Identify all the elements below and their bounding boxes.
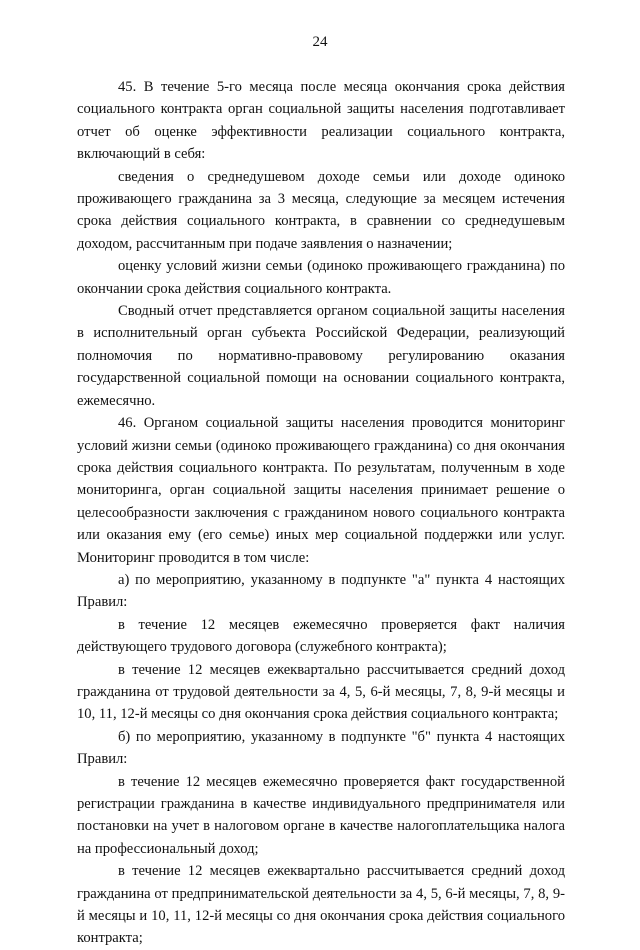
paragraph-b-registration-check: в течение 12 месяцев ежемесячно проверяется факт государственной регистрации гражданина в качестве индивидуального предпринимателя или постановки на учет в налоговом органе в качестве налогоплательщика налога на профессиональный доход; <box>77 773 565 857</box>
paragraph-item-b: б) по мероприятию, указанному в подпункте "б" пункта 4 настоящих Правил: <box>77 728 565 768</box>
paragraph-living-conditions: оценку условий жизни семьи (одиноко проживающего гражданина) по окончании срока действия социального контракта. <box>77 258 565 297</box>
paragraph-45-intro: 45. В течение 5-го месяца после месяца окончания срока действия социального контракта орган социальной защиты населения подготавливает отчет об оценке эффективности реализации социального контракта, включающий в себя: <box>77 79 565 163</box>
paragraph-46-monitoring: 46. Органом социальной защиты населения проводится мониторинг условий жизни семьи (одиноко проживающего гражданина) со дня окончания срока действия социального контракта. По результатам, полученным в ходе мониторинга, орган социальной защиты населения принимает решение о целесообразности заключения с гражданином нового социального контракта или оказания ему (его семье) иных мер социальной поддержки или услуг. Мониторинг проводится в том числе: <box>77 415 565 566</box>
paragraph-item-a: а) по мероприятию, указанному в подпункте "а" пункта 4 настоящих Правил: <box>77 571 565 611</box>
paragraph-summary-report: Сводный отчет представляется органом социальной защиты населения в исполнительный орган субъекта Российской Федерации, реализующий полномочия по нормативно-правовому регулированию оказания государственной социальной помощи на основании социального контракта, ежемесячно. <box>77 303 565 409</box>
paragraph-a-employment-check: в течение 12 месяцев ежемесячно проверяется факт наличия действующего трудового договора (служебного контракта); <box>77 616 565 656</box>
page-number: 24 <box>312 34 328 50</box>
paragraph-a-income-calc: в течение 12 месяцев ежеквартально рассчитывается средний доход гражданина от трудовой деятельности за 4, 5, 6-й месяцы, 7, 8, 9-й месяцы и 10, 11, 12-й месяцы со дня окончания срока действия социального контракта; <box>77 661 565 723</box>
paragraph-income-info: сведения о среднедушевом доходе семьи или доходе одиноко проживающего гражданина за 3 месяца, следующие за месяцем истечения срока действия социального контракта, в сравнении со среднедушевым доходом, рассчитанным при подаче заявления о назначении; <box>77 168 565 252</box>
document-body <box>77 76 565 950</box>
paragraph-b-income-calc: в течение 12 месяцев ежеквартально рассчитывается средний доход гражданина от предпринимательской деятельности за 4, 5, 6-й месяцы, 7, 8, 9-й месяцы и 10, 11, 12-й месяцы со дня окончания срока действия социального контракта; <box>77 863 565 947</box>
